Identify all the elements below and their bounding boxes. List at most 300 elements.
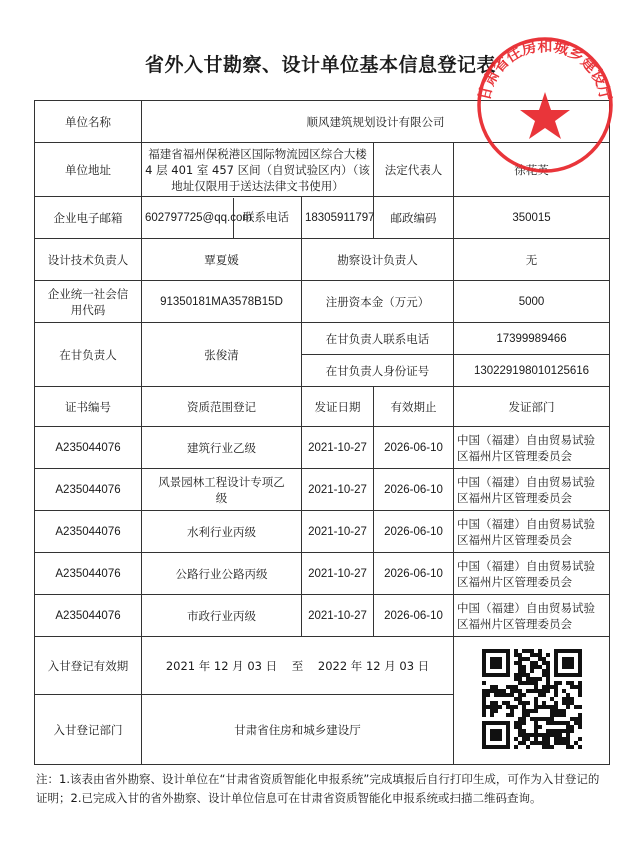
qr-code-cell	[454, 637, 610, 765]
cert-expire-date: 2026-06-10	[374, 553, 454, 595]
qr-module	[574, 721, 578, 725]
qr-module	[486, 689, 490, 693]
registration-table	[34, 100, 610, 765]
qr-module	[510, 685, 514, 689]
qr-module	[502, 689, 506, 693]
qr-module	[526, 733, 530, 737]
qr-module	[554, 701, 558, 705]
qr-module	[518, 653, 522, 657]
qr-module	[546, 733, 550, 737]
qr-module	[542, 701, 546, 705]
qr-module	[550, 721, 554, 725]
qr-module	[542, 693, 546, 697]
unit-address-value: 福建省福州保税港区国际物流园区综合大楼 4 层 401 室 457 区间（自贸试验区内）（该地址仅限用于送达法律文书使用）	[142, 143, 374, 197]
qr-module	[550, 685, 554, 689]
qr-module	[570, 681, 574, 685]
qr-module	[570, 717, 574, 721]
contact-inner	[145, 198, 298, 238]
qr-module	[554, 681, 558, 685]
qr-module	[482, 713, 486, 717]
legal-rep-value: 徐花英	[454, 143, 610, 197]
qr-module	[522, 649, 526, 653]
cert-issue-date: 2021-10-27	[302, 553, 374, 595]
qr-module	[534, 665, 538, 669]
qr-module	[566, 705, 570, 709]
qr-module	[530, 669, 534, 673]
qr-module	[486, 693, 490, 697]
cert-no: A235044076	[35, 553, 142, 595]
qr-module	[534, 729, 538, 733]
qr-module	[546, 729, 550, 733]
qr-module	[518, 657, 522, 661]
qr-module	[514, 649, 518, 653]
qr-module	[538, 693, 542, 697]
qr-module	[562, 701, 566, 705]
qr-module	[562, 713, 566, 717]
qr-module	[542, 717, 546, 721]
qr-module	[538, 717, 542, 721]
qr-module	[558, 737, 562, 741]
qr-module	[538, 649, 542, 653]
qr-module	[550, 697, 554, 701]
row-reg-validity	[35, 637, 610, 695]
cert-no: A235044076	[35, 511, 142, 553]
qr-module	[514, 653, 518, 657]
qr-module	[566, 737, 570, 741]
qr-module	[530, 689, 534, 693]
qr-module	[578, 693, 582, 697]
qr-module	[506, 705, 510, 709]
qr-module	[546, 717, 550, 721]
legal-rep-label: 法定代表人	[374, 143, 454, 197]
cert-expire-date: 2026-06-10	[374, 427, 454, 469]
postcode-value: 350015	[454, 197, 610, 239]
reg-capital-value: 5000	[454, 281, 610, 323]
qr-module	[538, 741, 542, 745]
qr-module	[578, 717, 582, 721]
qr-module	[562, 709, 566, 713]
qr-module	[566, 701, 570, 705]
qr-module	[494, 693, 498, 697]
qr-module	[494, 709, 498, 713]
reg-dept-value: 甘肃省住房和城乡建设厅	[142, 695, 454, 765]
qr-module	[526, 649, 530, 653]
valid-until-header: 有效期止	[374, 387, 454, 427]
qual-scope-header: 资质范围登记	[142, 387, 302, 427]
qr-module	[578, 713, 582, 717]
qr-module	[562, 729, 566, 733]
unit-name-value: 顺风建筑规划设计有限公司	[142, 101, 610, 143]
qr-module	[526, 713, 530, 717]
qr-module	[562, 689, 566, 693]
gansu-lead-id-value: 130229198010125616	[454, 355, 610, 387]
qr-module	[554, 693, 558, 697]
qr-module	[554, 733, 558, 737]
qr-module	[530, 717, 534, 721]
qr-module	[538, 657, 542, 661]
qr-module	[566, 697, 570, 701]
qr-module	[562, 737, 566, 741]
qr-module	[554, 713, 558, 717]
reg-validity-value	[142, 637, 454, 695]
row-contact	[35, 197, 610, 239]
qr-module	[526, 681, 530, 685]
qr-module	[498, 689, 502, 693]
qr-module	[534, 721, 538, 725]
qr-module	[494, 701, 498, 705]
cert-issuer: 中国（福建）自由贸易试验区福州片区管理委员会	[454, 427, 610, 469]
qr-module	[514, 737, 518, 741]
qr-module	[546, 661, 550, 665]
cert-expire-date: 2026-06-10	[374, 469, 454, 511]
qr-module	[518, 669, 522, 673]
row-unit-name	[35, 101, 610, 143]
cert-issuer: 中国（福建）自由贸易试验区福州片区管理委员会	[454, 553, 610, 595]
qr-module	[482, 709, 486, 713]
qr-module	[534, 685, 538, 689]
phone-value: 18305911797	[302, 197, 374, 239]
reg-validity-label: 入甘登记有效期	[35, 637, 142, 695]
cert-issue-date: 2021-10-27	[302, 511, 374, 553]
row-leads	[35, 239, 610, 281]
qr-module	[518, 665, 522, 669]
qr-module	[522, 733, 526, 737]
design-tech-lead-label: 设计技术负责人	[35, 239, 142, 281]
qr-module	[482, 681, 486, 685]
qr-module	[578, 725, 582, 729]
qr-module	[502, 701, 506, 705]
cert-row	[35, 595, 610, 637]
cert-scope: 建筑行业乙级	[142, 427, 302, 469]
qr-module	[522, 701, 526, 705]
email-text: 602797725@qq.com	[145, 211, 252, 224]
email-value	[142, 197, 302, 239]
qr-module	[482, 693, 486, 697]
qr-module	[526, 745, 530, 749]
unit-name-label: 单位名称	[35, 101, 142, 143]
seal-text-path: 甘肃省住房和城乡建设厅	[475, 36, 615, 103]
qr-module	[522, 737, 526, 741]
qr-module	[566, 741, 570, 745]
qr-module	[518, 689, 522, 693]
qr-module	[546, 665, 550, 669]
qr-module	[514, 661, 518, 665]
qr-module	[558, 681, 562, 685]
qr-module	[554, 729, 558, 733]
qr-module	[498, 705, 502, 709]
cert-scope: 风景园林工程设计专项乙级	[142, 469, 302, 511]
qr-module	[574, 741, 578, 745]
qr-finder	[490, 657, 502, 669]
qr-module	[522, 717, 526, 721]
qr-module	[522, 681, 526, 685]
qr-module	[514, 721, 518, 725]
survey-design-lead-label: 勘察设计负责人	[302, 239, 454, 281]
qr-module	[558, 721, 562, 725]
survey-design-lead-value: 无	[454, 239, 610, 281]
cert-scope: 市政行业丙级	[142, 595, 302, 637]
qr-module	[538, 653, 542, 657]
qr-module	[534, 697, 538, 701]
qr-module	[530, 653, 534, 657]
footnote: 注：1.该表由省外勘察、设计单位在“甘肃省资质智能化申报系统”完成填报后自行打印生成，可作为入甘登记的证明；2.已完成入甘的省外勘察、设计单位信息可在甘肃省资质智能化申报系统或扫描二维码查询。	[36, 772, 600, 805]
qr-module	[550, 713, 554, 717]
qr-module	[534, 681, 538, 685]
qr-module	[562, 697, 566, 701]
qr-module	[526, 701, 530, 705]
qr-module	[518, 661, 522, 665]
qr-module	[522, 693, 526, 697]
qr-module	[506, 693, 510, 697]
cert-no-header: 证书编号	[35, 387, 142, 427]
qr-module	[518, 725, 522, 729]
qr-module	[510, 689, 514, 693]
qr-module	[574, 705, 578, 709]
qr-module	[518, 717, 522, 721]
qr-module	[490, 713, 494, 717]
qr-module	[538, 725, 542, 729]
qr-module	[570, 685, 574, 689]
qr-module	[578, 737, 582, 741]
qr-module	[522, 665, 526, 669]
cert-row	[35, 427, 610, 469]
qr-module	[542, 741, 546, 745]
cert-expire-date: 2026-06-10	[374, 511, 454, 553]
qr-module	[534, 737, 538, 741]
qr-module	[570, 745, 574, 749]
qr-module	[574, 685, 578, 689]
qr-module	[558, 733, 562, 737]
cert-header-row	[35, 387, 610, 427]
qr-module	[542, 689, 546, 693]
row-credit	[35, 281, 610, 323]
reg-from: 2021 年 12 月 03 日	[165, 658, 278, 673]
qr-module	[550, 709, 554, 713]
qr-module	[486, 705, 490, 709]
qr-module	[490, 701, 494, 705]
qr-module	[538, 677, 542, 681]
qr-module	[514, 685, 518, 689]
qr-module	[566, 729, 570, 733]
qr-module	[522, 741, 526, 745]
qr-module	[530, 677, 534, 681]
cert-scope: 公路行业公路丙级	[142, 553, 302, 595]
qr-module	[558, 713, 562, 717]
qr-module	[570, 701, 574, 705]
qr-module	[518, 693, 522, 697]
cert-row	[35, 553, 610, 595]
cert-no: A235044076	[35, 427, 142, 469]
qr-module	[566, 681, 570, 685]
qr-module	[546, 669, 550, 673]
qr-finder	[490, 729, 502, 741]
qr-module	[562, 721, 566, 725]
qr-module	[578, 681, 582, 685]
qr-module	[510, 705, 514, 709]
qr-module	[542, 705, 546, 709]
qr-module	[482, 689, 486, 693]
qr-module	[578, 705, 582, 709]
qr-module	[546, 745, 550, 749]
qr-module	[490, 705, 494, 709]
qr-module	[490, 685, 494, 689]
qr-module	[566, 721, 570, 725]
qr-module	[518, 677, 522, 681]
gansu-lead-id-label: 在甘负责人身份证号	[302, 355, 454, 387]
qr-module	[506, 701, 510, 705]
cert-issuer: 中国（福建）自由贸易试验区福州片区管理委员会	[454, 469, 610, 511]
issuer-header: 发证部门	[454, 387, 610, 427]
qr-module	[534, 741, 538, 745]
qr-module	[542, 669, 546, 673]
qr-code[interactable]	[482, 649, 582, 749]
qr-module	[526, 657, 530, 661]
qr-module	[562, 741, 566, 745]
design-tech-lead-value: 覃夏媛	[142, 239, 302, 281]
reg-to: 至	[291, 658, 304, 673]
qr-module	[554, 741, 558, 745]
qr-module	[554, 689, 558, 693]
qr-module	[538, 705, 542, 709]
qr-module	[578, 689, 582, 693]
qr-module	[514, 705, 518, 709]
gansu-lead-phone-label: 在甘负责人联系电话	[302, 323, 454, 355]
qr-module	[546, 705, 550, 709]
qr-module	[558, 709, 562, 713]
qr-module	[510, 693, 514, 697]
qr-module	[526, 673, 530, 677]
cert-issue-date: 2021-10-27	[302, 427, 374, 469]
qr-module	[578, 685, 582, 689]
qr-module	[538, 733, 542, 737]
qr-module	[546, 737, 550, 741]
qr-module	[542, 673, 546, 677]
qr-module	[566, 725, 570, 729]
qr-module	[534, 733, 538, 737]
reg-capital-label: 注册资本金（万元）	[302, 281, 454, 323]
qr-module	[522, 669, 526, 673]
gansu-lead-label: 在甘负责人	[35, 323, 142, 387]
qr-module	[534, 653, 538, 657]
qr-module	[566, 693, 570, 697]
qr-module	[546, 673, 550, 677]
qr-module	[518, 733, 522, 737]
row-unit-address	[35, 143, 610, 197]
qr-module	[558, 741, 562, 745]
cert-no: A235044076	[35, 469, 142, 511]
credit-code-value: 91350181MA3578B15D	[142, 281, 302, 323]
qr-module	[526, 677, 530, 681]
qr-module	[510, 709, 514, 713]
qr-module	[522, 705, 526, 709]
qr-module	[482, 697, 486, 701]
gansu-lead-phone-value: 17399989466	[454, 323, 610, 355]
qr-module	[566, 745, 570, 749]
qr-module	[530, 681, 534, 685]
qr-module	[578, 721, 582, 725]
qr-module	[518, 681, 522, 685]
qr-module	[534, 705, 538, 709]
cert-issuer: 中国（福建）自由贸易试验区福州片区管理委员会	[454, 511, 610, 553]
qr-module	[530, 649, 534, 653]
qr-module	[518, 701, 522, 705]
qr-module	[518, 741, 522, 745]
qr-module	[542, 745, 546, 749]
qr-module	[522, 709, 526, 713]
qr-module	[494, 685, 498, 689]
page-title: 省外入甘勘察、设计单位基本信息登记表	[144, 54, 496, 76]
email-label: 企业电子邮箱	[35, 197, 142, 239]
qr-module	[546, 689, 550, 693]
qr-module	[542, 657, 546, 661]
credit-code-label: 企业统一社会信用代码	[35, 281, 142, 323]
qr-module	[526, 737, 530, 741]
qr-module	[574, 717, 578, 721]
qr-module	[506, 713, 510, 717]
qr-module	[542, 737, 546, 741]
reg-dept-label: 入甘登记部门	[35, 695, 142, 765]
qr-module	[550, 733, 554, 737]
cert-issue-date: 2021-10-27	[302, 469, 374, 511]
gansu-lead-value: 张俊清	[142, 323, 302, 387]
qr-module	[546, 653, 550, 657]
qr-module	[570, 729, 574, 733]
qr-module	[546, 721, 550, 725]
qr-module	[578, 745, 582, 749]
qr-module	[510, 713, 514, 717]
qr-module	[482, 705, 486, 709]
qr-module	[490, 689, 494, 693]
qr-module	[522, 673, 526, 677]
row-gansu-lead-1	[35, 323, 610, 355]
qr-module	[546, 741, 550, 745]
qr-module	[534, 661, 538, 665]
qr-module	[514, 673, 518, 677]
cert-issuer: 中国（福建）自由贸易试验区福州片区管理委员会	[454, 595, 610, 637]
qr-module	[530, 733, 534, 737]
qr-module	[534, 717, 538, 721]
issue-date-header: 发证日期	[302, 387, 374, 427]
qr-module	[526, 689, 530, 693]
qr-module	[546, 677, 550, 681]
qr-module	[502, 693, 506, 697]
qr-module	[518, 721, 522, 725]
qr-module	[514, 689, 518, 693]
qr-module	[514, 697, 518, 701]
qr-module	[534, 701, 538, 705]
qr-module	[530, 709, 534, 713]
qr-module	[518, 729, 522, 733]
qr-module	[482, 701, 486, 705]
qr-module	[554, 685, 558, 689]
qr-module	[494, 689, 498, 693]
qr-module	[514, 745, 518, 749]
qr-module	[538, 689, 542, 693]
cert-expire-date: 2026-06-10	[374, 595, 454, 637]
qr-module	[554, 709, 558, 713]
qr-module	[506, 685, 510, 689]
qr-module	[522, 729, 526, 733]
qr-module	[498, 693, 502, 697]
qr-module	[530, 661, 534, 665]
unit-address-label: 单位地址	[35, 143, 142, 197]
qr-module	[554, 705, 558, 709]
cert-row	[35, 469, 610, 511]
qr-module	[490, 709, 494, 713]
cert-issue-date: 2021-10-27	[302, 595, 374, 637]
phone-label: 联系电话	[234, 198, 299, 238]
qr-module	[518, 697, 522, 701]
